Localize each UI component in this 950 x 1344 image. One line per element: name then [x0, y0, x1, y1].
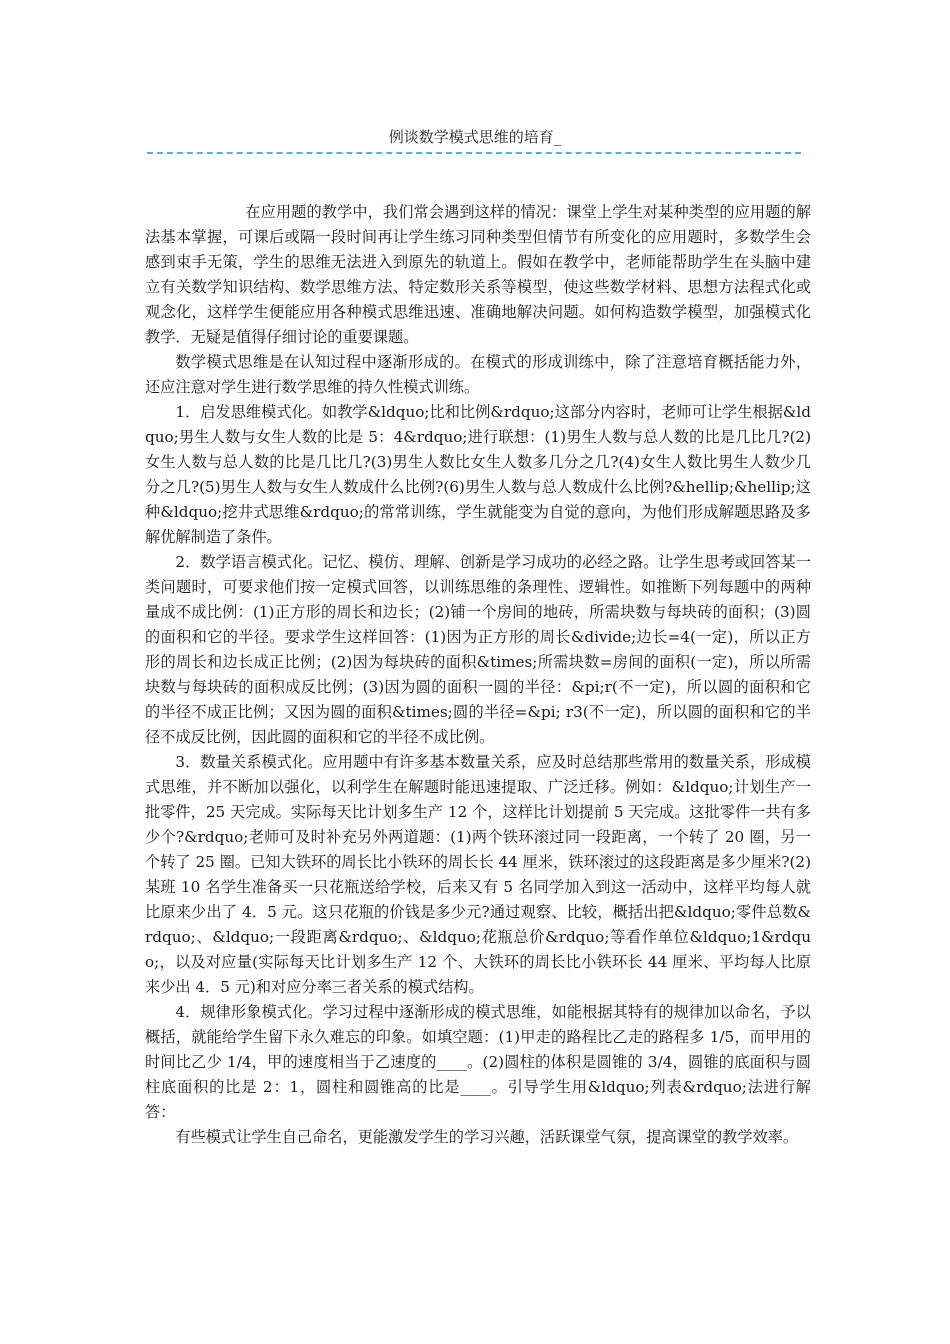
document-title: 例谈数学模式思维的培育_ — [388, 128, 562, 146]
paragraph-section-1: 1．启发思维模式化。如教学&ldquo;比和比例&rdquo;这部分内容时，老师可让学生根据&ldquo;男生人数与女生人数的比是 5：4&rdquo;进行联想：(1)男生人数与总人数的比是几比几?(2)女生人数与总人数的比是几比几?(3)男生人数比女生人数多几分之几?(4)女生人数比男生人数少几分之几?(5)男生人数与女生人数成什么比例?(6)男生人数与总人数成什么比例?&hellip;&hellip;这种&ldquo;挖井式思维&rdquo;的常常训练，学生就能变为自觉的意向，为他们形成解题思路及多解优解制造了条件。 — [145, 403, 811, 546]
paragraph-section-4: 4．规律形象模式化。学习过程中逐渐形成的模式思维，如能根据其特有的规律加以命名，予以概括，就能给学生留下永久难忘的印象。如填空题：(1)甲走的路程比乙走的路程多 1/5，而甲用的时间比乙少 1/4，甲的速度相当于乙速度的____。(2)圆柱的体积是圆锥的 3/4，圆锥的底面积与圆柱底面积的比是 2：1，圆柱和圆锥高的比是____。引导学生用&ldquo;列表&rdquo;法进行解答： — [145, 1003, 811, 1121]
paragraph-overview: 数学模式思维是在认知过程中逐渐形成的。在模式的形成训练中，除了注意培育概括能力外，还应注意对学生进行数学思维的持久性模式训练。 — [145, 353, 811, 396]
paragraph-section-3: 3．数量关系模式化。应用题中有许多基本数量关系，应及时总结那些常用的数量关系，形成模式思维，并不断加以强化，以利学生在解题时能迅速提取、广泛迁移。例如：&ldquo;计划生产一批零件，25 天完成。实际每天比计划多生产 12 个，这样比计划提前 5 天完成。这批零件一共有多少个?&rdquo;老师可及时补充另外两道题：(1)两个铁环滚过同一段距离，一个转了 20 圈，另一个转了 25 圈。已知大铁环的周长比小铁环的周长长 44 厘米，铁环滚过的这段距离是多少厘米?(2)某班 10 名学生准备买一只花瓶送给学校，后来又有 5 名同学加入到这一活动中，这样平均每人就比原来少出了 4．5 元。这只花瓶的价钱是多少元?通过观察、比较，概括出把&ldquo;零件总数&rdquo;、&ldquo;一段距离&rdquo;、&ldquo;花瓶总价&rdquo;等看作单位&ldquo;1&rdquo;，以及对应量(实际每天比计划多生产 12 个、大铁环的周长比小铁环长 44 厘米、平均每人比原来少出 4．5 元)和对应分率三者关系的模式结构。 — [145, 753, 811, 996]
document-body — [145, 200, 811, 1150]
paragraph-section-2: 2．数学语言模式化。记忆、模仿、理解、创新是学习成功的必经之路。让学生思考或回答某一类问题时，可要求他们按一定模式回答，以训练思维的条理性、逻辑性。如推断下列每题中的两种量成不成比例：(1)正方形的周长和边长；(2)铺一个房间的地砖，所需块数与每块砖的面积；(3)圆的面积和它的半径。要求学生这样回答：(1)因为正方形的周长&divide;边长=4(一定)，所以正方形的周长和边长成正比例；(2)因为每块砖的面积&times;所需块数=房间的面积(一定)，所以所需块数与每块砖的面积成反比例；(3)因为圆的面积一圆的半径：&pi;r(不一定)，所以圆的面积和它的半径不成正比例；又因为圆的面积&times;圆的半径=&pi; r3(不一定)，所以圆的面积和它的半径不成反比例，因此圆的面积和它的半径不成比例。 — [145, 553, 811, 746]
paragraph-closing: 有些模式让学生自己命名，更能激发学生的学习兴趣，活跃课堂气氛，提高课堂的教学效率。 — [175, 1128, 799, 1146]
title-divider — [147, 152, 801, 154]
paragraph-intro: 在应用题的教学中，我们常会遇到这样的情况：课堂上学生对某种类型的应用题的解法基本掌握，可课后或隔一段时间再让学生练习同种类型但情节有所变化的应用题时，多数学生会感到束手无策，学生的思维无法进入到原先的轨道上。假如在教学中，老师能帮助学生在头脑中建立有关数学知识结构、数学思维方法、特定数形关系等模型，使这些数学材料、思想方法程式化或观念化，这样学生便能应用各种模式思维迅速、准确地解决问题。如何构造数学模型，加强模式化教学．无疑是值得仔细讨论的重要课题。 — [145, 203, 811, 346]
